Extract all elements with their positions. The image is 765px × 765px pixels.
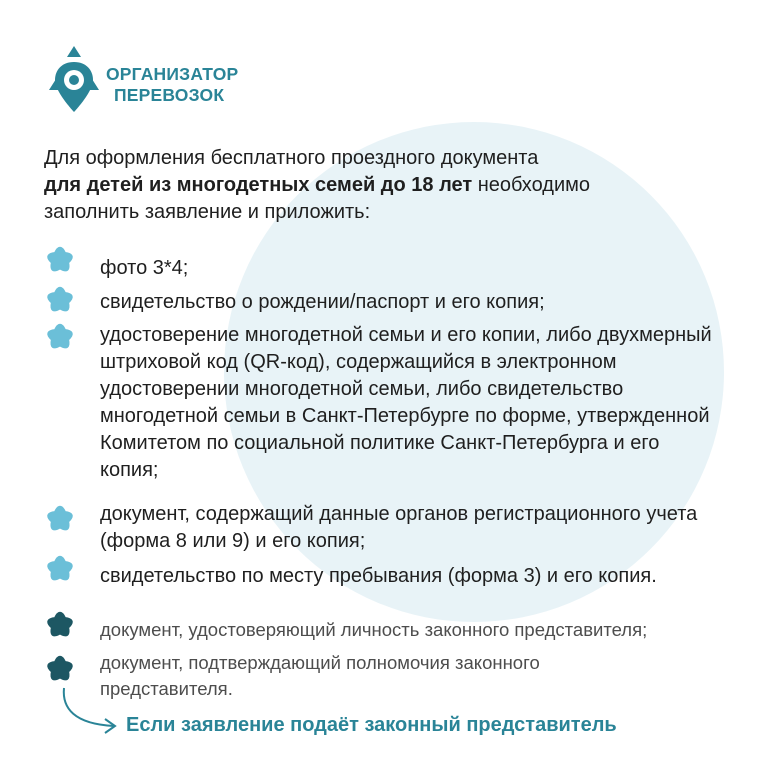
list-item: свидетельство о рождении/паспорт и его копия; — [100, 291, 545, 313]
star-icon — [41, 550, 79, 588]
brand-line-1: ОРГАНИЗАТОР — [106, 64, 239, 84]
brand-line-2: ПЕРЕВОЗОК — [114, 85, 225, 105]
star-icon — [41, 318, 79, 356]
star-icon — [41, 500, 79, 538]
curved-arrow-icon — [60, 686, 120, 738]
rep-list-item: документ, подтверждающий полномочия законного представителя. — [100, 652, 540, 699]
brand-name — [106, 64, 238, 106]
rep-list-item: документ, удостоверяющий личность законного представителя; — [100, 619, 648, 640]
intro-after-bold: необходимо — [472, 174, 590, 196]
star-icon — [41, 650, 79, 688]
intro-text — [44, 145, 734, 226]
map-pin-triangles-icon — [46, 44, 102, 116]
list-item: удостоверение многодетной семьи и его копии, либо двухмерный штриховой код (QR-код), содержащийся в электронном удостоверении многодетной семьи, либо свидетельство многодетной семьи в Санкт-Петербурге по форме, утвержденной Комитетом по социальной политике Санкт-Петербурга и его копия; — [100, 324, 712, 481]
intro-line-1: Для оформления бесплатного проездного документа — [44, 147, 539, 169]
logo — [46, 44, 238, 118]
list-item: документ, содержащий данные органов регистрационного учета (форма 8 или 9) и его копия; — [100, 503, 698, 552]
star-icon — [41, 281, 79, 319]
star-icon — [41, 241, 79, 279]
star-icon — [41, 606, 79, 644]
intro-line-2 — [44, 172, 734, 199]
intro-bold: для детей из многодетных семей до 18 лет — [44, 174, 473, 196]
footer-note: Если заявление подаёт законный представитель — [126, 714, 617, 736]
list-item: свидетельство по месту пребывания (форма 3) и его копия. — [100, 565, 657, 587]
list-item: фото 3*4; — [100, 257, 189, 279]
intro-line-3: заполнить заявление и приложить: — [44, 201, 371, 223]
